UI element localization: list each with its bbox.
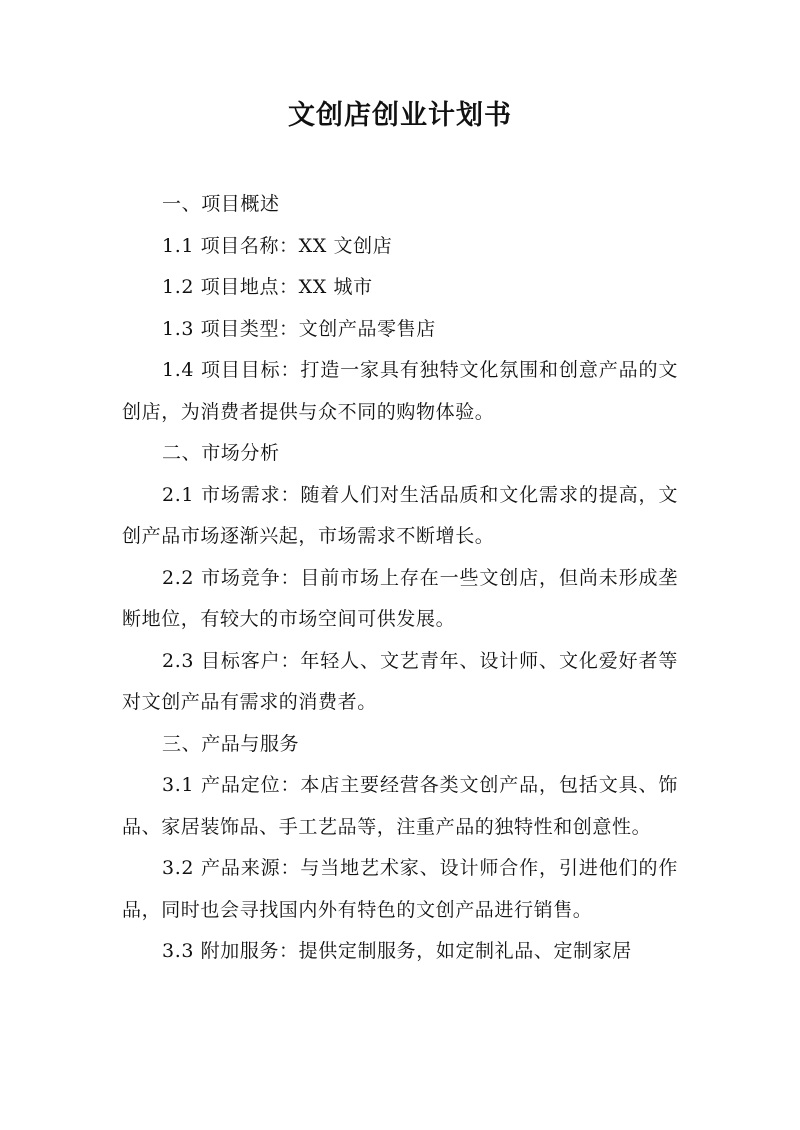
paragraph-target-customers: 2.3 目标客户：年轻人、文艺青年、设计师、文化爱好者等对文创产品有需求的消费者。 <box>122 649 678 713</box>
section-heading-products: 三、产品与服务 <box>162 732 300 755</box>
paragraph-product-sources: 3.2 产品来源：与当地艺术家、设计师合作，引进他们的作品，同时也会寻找国内外有特色的文创产品进行销售。 <box>122 857 678 921</box>
paragraph-market-competition: 2.2 市场竞争：目前市场上存在一些文创店，但尚未形成垄断地位，有较大的市场空间可供发展。 <box>122 566 678 630</box>
paragraph-additional-services: 3.3 附加服务：提供定制服务，如定制礼品、定制家居 <box>162 940 632 962</box>
paragraph-project-location: 1.2 项目地点：XX 城市 <box>162 276 373 298</box>
document-title: 文创店创业计划书 <box>288 100 512 131</box>
document-body <box>122 184 678 973</box>
paragraph-project-name: 1.1 项目名称：XX 文创店 <box>162 234 393 257</box>
paragraph-project-goal: 1.4 项目目标：打造一家具有独特文化氛围和创意产品的文创店，为消费者提供与众不同的购物体验。 <box>122 359 678 423</box>
paragraph-project-type: 1.3 项目类型：文创产品零售店 <box>162 317 436 340</box>
paragraph-market-demand: 2.1 市场需求：随着人们对生活品质和文化需求的提高，文创产品市场逐渐兴起，市场需求不断增长。 <box>122 483 678 547</box>
section-heading-overview: 一、项目概述 <box>162 193 280 215</box>
paragraph-product-positioning: 3.1 产品定位：本店主要经营各类文创产品，包括文具、饰品、家居装饰品、手工艺品等，注重产品的独特性和创意性。 <box>122 774 678 838</box>
section-heading-market: 二、市场分析 <box>162 442 280 464</box>
